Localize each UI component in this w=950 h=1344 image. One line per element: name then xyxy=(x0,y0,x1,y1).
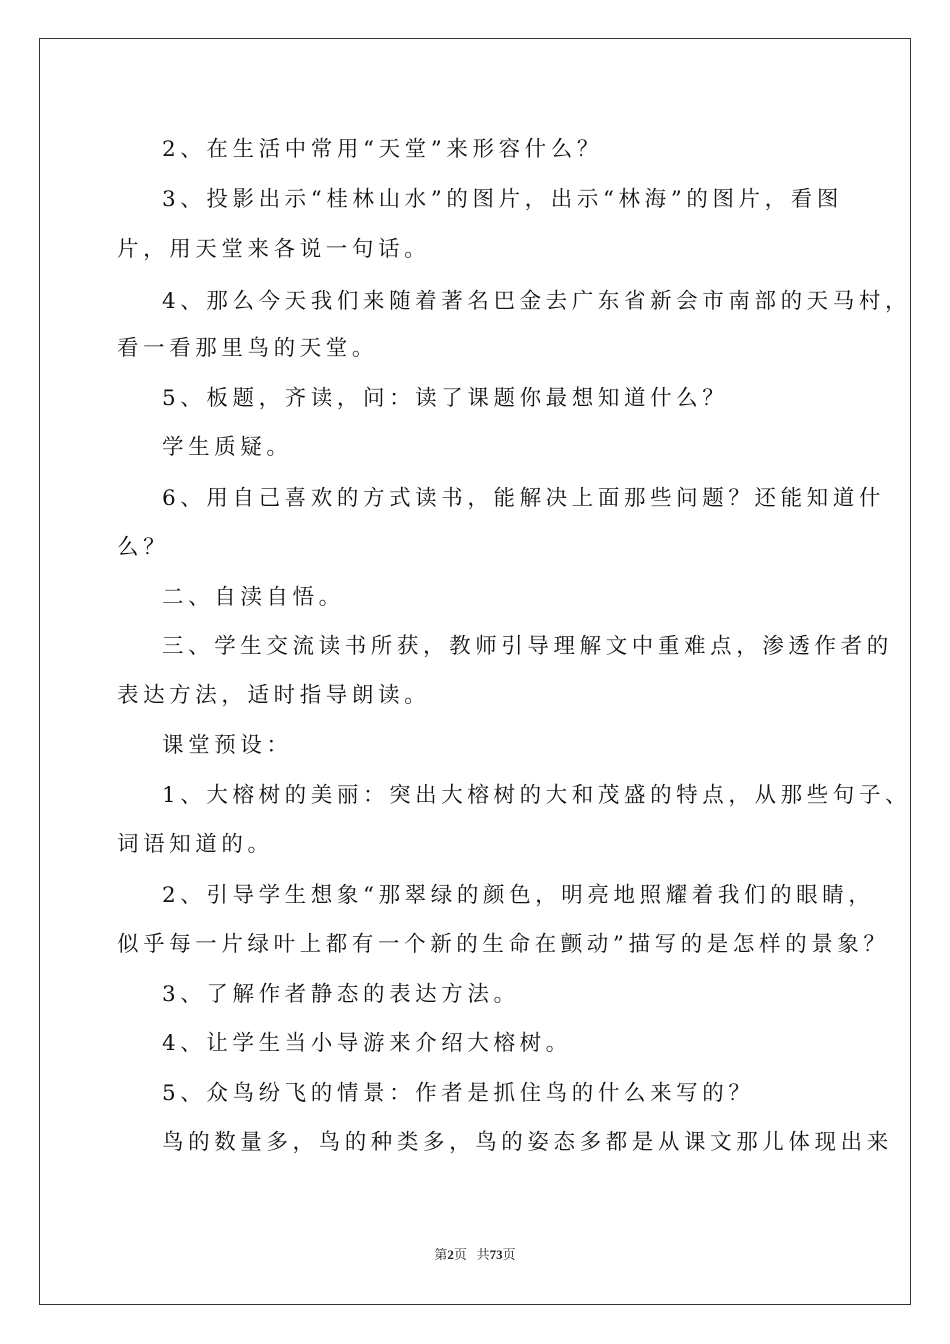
paragraph-line: 看一看那里鸟的天堂。 xyxy=(117,336,379,361)
paragraph-line: 6、用自己喜欢的方式读书，能解决上面那些问题？还能知道什 xyxy=(162,486,885,511)
paragraph-line: 似乎每一片绿叶上都有一个新的生命在颤动”描写的是怎样的景象？ xyxy=(117,932,890,957)
paragraph-line: 三、学生交流读书所获，教师引导理解文中重难点，渗透作者的 xyxy=(162,634,893,659)
page-number: 2 xyxy=(447,1247,454,1262)
paragraph-line: 二、自渎自悟。 xyxy=(162,585,345,610)
page-prefix: 第 xyxy=(434,1247,448,1262)
total-suffix: 页 xyxy=(502,1247,516,1262)
paragraph-line: 么？ xyxy=(117,535,170,560)
total-prefix: 共 xyxy=(476,1247,490,1262)
paragraph-line: 2、在生活中常用“天堂”来形容什么？ xyxy=(162,137,603,162)
paragraph-line: 表达方法，适时指导朗读。 xyxy=(117,683,431,708)
paragraph-line: 5、众鸟纷飞的情景：作者是抓住鸟的什么来写的？ xyxy=(162,1081,755,1106)
paragraph-line: 1、大榕树的美丽：突出大榕树的大和茂盛的特点，从那些句子、 xyxy=(162,783,912,808)
page-footer xyxy=(0,1244,950,1263)
paragraph-line: 4、那么今天我们来随着著名巴金去广东省新会市南部的天马村， xyxy=(162,289,912,314)
total-pages: 73 xyxy=(489,1247,503,1262)
paragraph-line: 4、让学生当小导游来介绍大榕树。 xyxy=(162,1031,572,1056)
paragraph-line: 3、投影出示“桂林山水”的图片，出示“林海”的图片，看图 xyxy=(162,187,843,212)
paragraph-line: 2、引导学生想象“那翠绿的颜色，明亮地照耀着我们的眼睛， xyxy=(162,883,875,908)
paragraph-line: 3、了解作者静态的表达方法。 xyxy=(162,982,520,1007)
paragraph-line: 片，用天堂来各说一句话。 xyxy=(117,237,431,262)
paragraph-line: 学生质疑。 xyxy=(162,435,293,460)
paragraph-line: 课堂预设： xyxy=(162,733,293,758)
paragraph-line: 5、板题，齐读，问：读了课题你最想知道什么？ xyxy=(162,386,729,411)
page-border xyxy=(39,38,911,1305)
paragraph-line: 鸟的数量多，鸟的种类多，鸟的姿态多都是从课文那儿体现出来 xyxy=(162,1130,893,1155)
paragraph-line: 词语知道的。 xyxy=(117,832,274,857)
page-suffix: 页 xyxy=(453,1247,467,1262)
